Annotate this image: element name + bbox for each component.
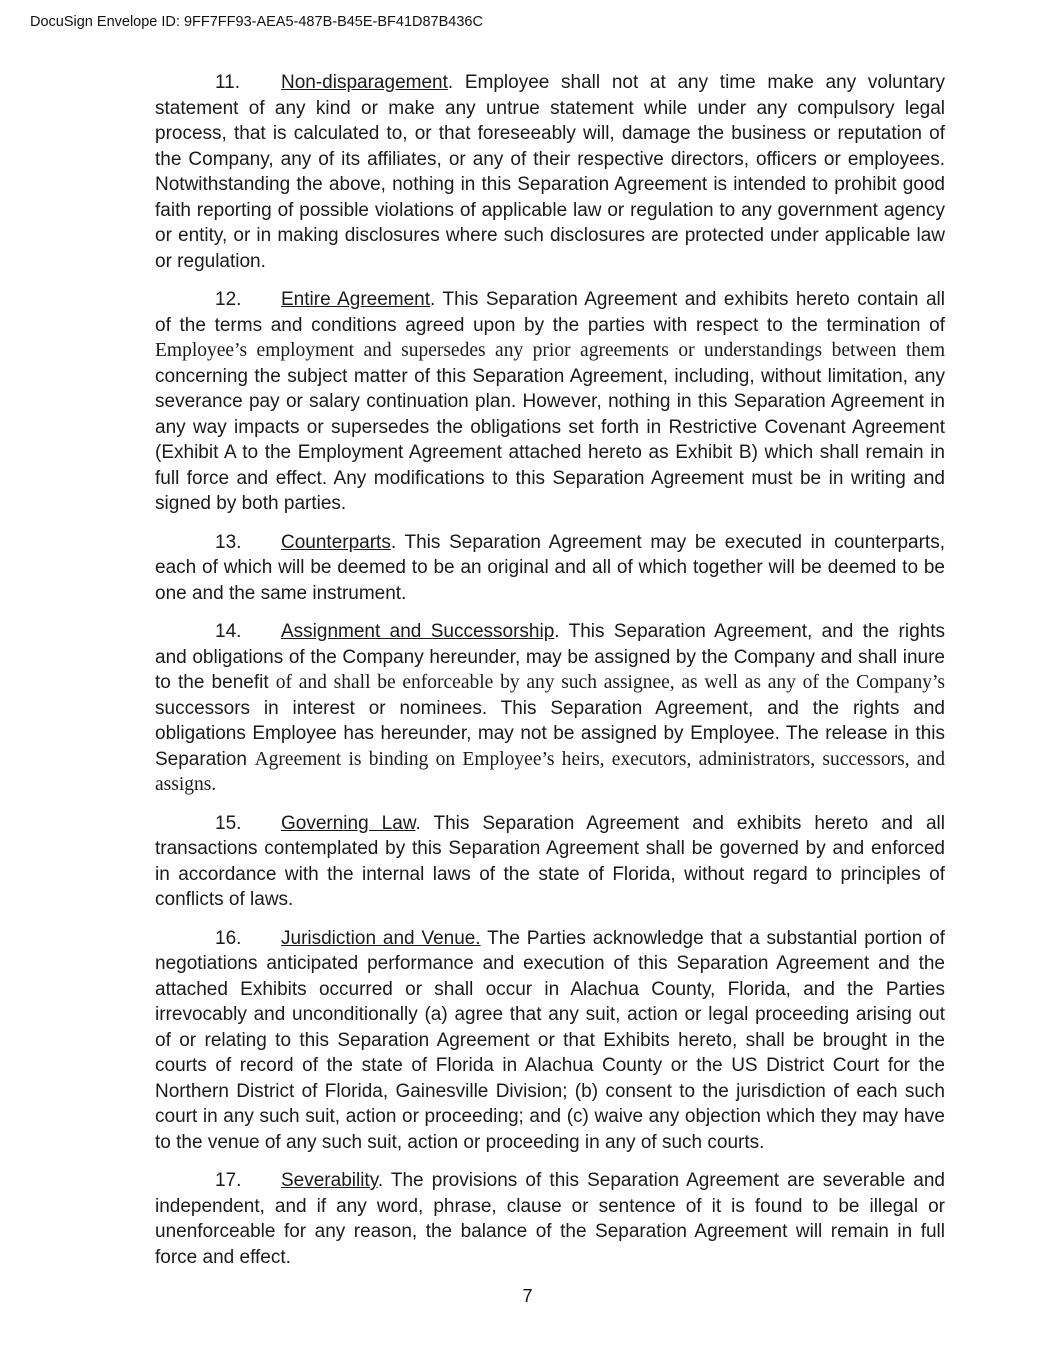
section-number: 14. — [215, 621, 242, 642]
section-heading: Jurisdiction and Venue. — [281, 927, 481, 949]
section-15-governing-law — [155, 811, 945, 913]
section-text: . The provisions of this Separation Agreement are severable and independent, and if any word, phrase, clause or sentence of it is found to be illegal or unenforceable for any reason, the balance of the Separation Agreement will remain in full force and effect. — [155, 1170, 945, 1268]
section-heading: Entire Agreement — [281, 289, 431, 310]
section-text: . This Separation Agreement and exhibits hereto and all transactions contemplated by this Separation Agreement shall be governed by and enforced in accordance with the internal laws of the state of Florida, without regard to principles of conflicts of laws. — [155, 812, 946, 910]
section-14-assignment-and-successorship — [155, 619, 945, 798]
section-text: successors in interest or nominees. This Separation Agreement, and the rights and obligations Employee has hereunder, may not be assigned by Employee. The release in this Separation — [155, 697, 945, 770]
section-text: . This Separation Agreement and exhibits hereto contain all of the terms and conditions agreed upon by the parties with respect to the termination of — [155, 289, 945, 336]
section-text: . This Separation Agreement may be executed in counterparts, each of which will be deemed to be an original and all of which together will be deemed to be one and the same instrument. — [155, 531, 945, 604]
section-17-severability — [155, 1168, 945, 1270]
page-number: 7 — [522, 1286, 533, 1306]
section-heading: Non-disparagement — [281, 72, 448, 93]
section-text: The Parties acknowledge that a substantial portion of negotiations anticipated performance and execution of this Separation Agreement and the attached Exhibits occurred or shall occur in Alachua County, Florida, and the Parties irrevocably and unconditionally (a) agree that any suit, action or legal proceeding arising out of or relating to this Separation Agreement or that Exhibits hereto, shall be brought in the courts of record of the state of Florida in Alachua County or the US District Court for the Northern District of Florida, Gainesville Division; (b) consent to the jurisdiction of each such court in any such suit, action or proceeding; and (c) waive any objection which they may have to the venue of any such suit, action or proceeding in any of such courts. — [155, 927, 945, 1153]
docusign-envelope-id: DocuSign Envelope ID: 9FF7FF93-AEA5-487B-B45E-BF41D87B436C — [30, 14, 483, 30]
section-heading: Assignment and Successorship — [281, 621, 555, 642]
section-text-serif: Agreement is binding on Employee’s heirs, executors, administrators, successors, and assigns. — [155, 748, 946, 795]
section-number: 13. — [215, 531, 242, 553]
section-text: concerning the subject matter of this Separation Agreement, including, without limitation, any severance pay or salary continuation plan. However, nothing in this Separation Agreement in any way impacts or supersedes the obligations set forth in Restrictive Covenant Agreement (Exhibit A to the Employment Agreement attached hereto as Exhibit B) which shall remain in full force and effect. Any modifications to this Separation Agreement must be in writing and signed by both parties. — [155, 365, 945, 514]
section-16-jurisdiction-and-venue — [155, 926, 945, 1156]
document-body — [155, 70, 945, 1283]
section-11-non-disparagement — [155, 70, 945, 274]
section-13-counterparts — [155, 530, 945, 607]
section-text-serif: Employee’s employment and supersedes any prior agreements or understandings between them — [155, 340, 945, 361]
section-number: 15. — [215, 812, 242, 834]
section-number: 12. — [215, 289, 242, 310]
section-text: . This Separation Agreement, and the rights and obligations of the Company hereunder, may be assigned by the Company and shall inure to the benefit — [155, 621, 945, 693]
section-text-serif: of and shall be enforceable by any such assignee, as well as any of the Company’s — [275, 672, 945, 693]
section-heading: Severability — [281, 1170, 378, 1191]
section-number: 17. — [215, 1170, 242, 1191]
section-text: . Employee shall not at any time make any voluntary statement of any kind or make any untrue statement while under any compulsory legal process, that is calculated to, or that foreseeably will, damage the business or reputation of the Company, any of its affiliates, or any of their respective directors, officers or employees. Notwithstanding the above, nothing in this Separation Agreement is intended to prohibit good faith reporting of possible violations of applicable law or regulation to any government agency or entity, or in making disclosures where such disclosures are protected under applicable law or regulation. — [155, 72, 945, 272]
section-heading: Governing Law — [281, 812, 416, 834]
section-12-entire-agreement — [155, 287, 945, 517]
section-number: 11. — [215, 72, 241, 93]
section-number: 16. — [215, 927, 242, 949]
section-heading: Counterparts — [281, 531, 391, 553]
